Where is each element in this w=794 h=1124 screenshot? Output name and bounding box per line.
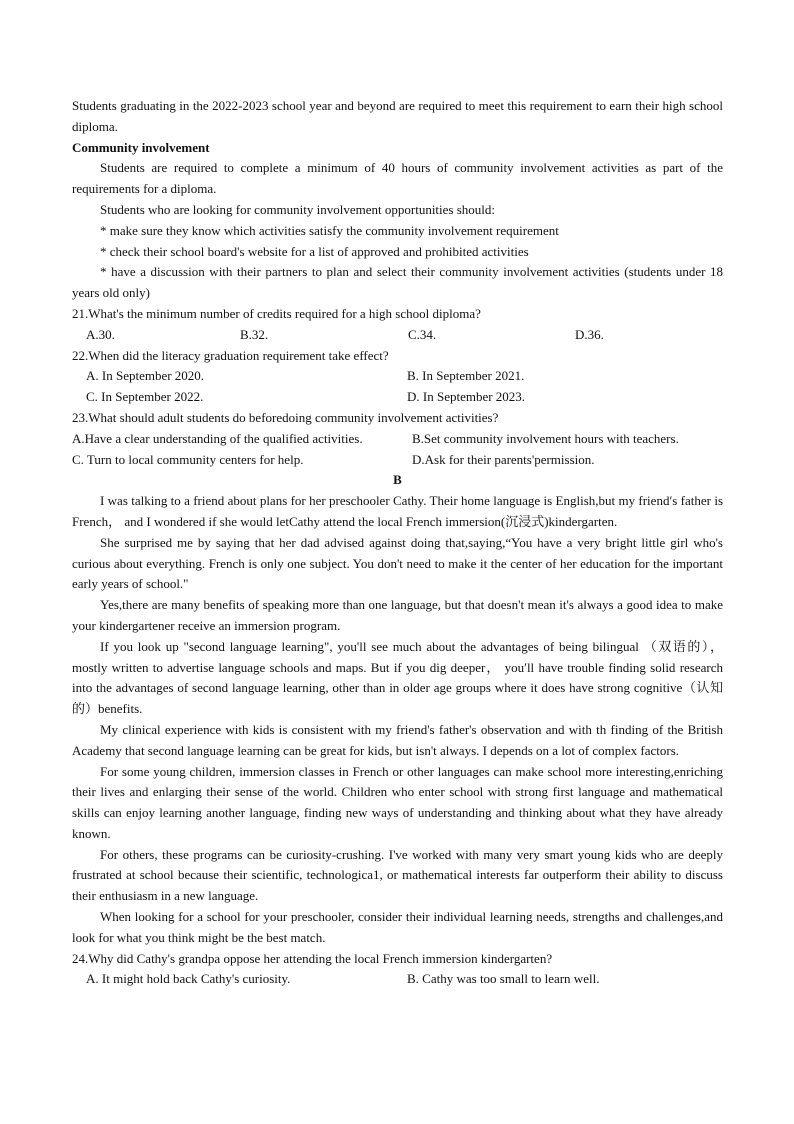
question-23-options-row-1 (72, 429, 723, 450)
question-23-option-c: C. Turn to local community centers for help. (72, 451, 304, 467)
community-bullet-2: * check their school board's website for a list of approved and prohibited activities (100, 243, 529, 259)
section-b-label: B (393, 472, 402, 488)
question-21-option-c: C.34. (408, 326, 437, 342)
question-22-option-b: B. In September 2021. (407, 368, 525, 384)
question-21: 21.What's the minimum number of credits required for a high school diploma? (72, 305, 481, 321)
question-23-option-d: D.Ask for their parents'permission. (412, 451, 595, 467)
question-21-options (72, 325, 723, 346)
question-22-options-row-1 (72, 366, 723, 387)
passage-b-paragraph-4: If you look up "second language learning", you'll see much about the advantages of being bilingual （双语的），mostly written to advertise language schools and maps. But if you dig deeper， you′ll have trouble finding solid research into the advantages of second language learning, other than in older age groups where it does have strong cognitive（认知的）benefits. (72, 638, 723, 717)
question-21-option-a: A.30. (86, 326, 115, 342)
passage-b-paragraph-8: When looking for a school for your preschooler, consider their individual learning needs, strengths and challenges,and look for what you think might be the best match. (72, 909, 723, 945)
question-24-option-b: B. Cathy was too small to learn well. (407, 971, 600, 987)
document-page (72, 96, 723, 990)
question-24-options (72, 969, 723, 990)
question-22-option-c: C. In September 2022. (86, 389, 204, 405)
question-23-options-row-2 (72, 450, 723, 471)
passage-b-paragraph-3: Yes,there are many benefits of speaking more than one language, but that doesn't mean it's always a good idea to make your kindergartener receive an immersion program. (72, 597, 723, 633)
passage-b-paragraph-6: For some young children, immersion classes in French or other languages can make school more interesting,enriching their lives and enlarging their sense of the world. Children who enter school with strong first language and mathematical skills can enjoy learning another language, finding new ways of understanding and thinking about what they have already known. (72, 763, 723, 841)
question-22: 22.When did the literacy graduation requirement take effect? (72, 347, 389, 363)
question-21-option-d: D.36. (575, 326, 604, 342)
question-22-options-row-2 (72, 387, 723, 408)
passage-b-paragraph-1: I was talking to a friend about plans for her preschooler Cathy. Their home language is English,but my friend′s father is French， and I wondered if she would letCathy attend the local French immersion(沉浸式)kindergarten. (72, 493, 723, 529)
community-bullet-1: * make sure they know which activities satisfy the community involvement requirement (100, 222, 559, 238)
community-paragraph-1: Students are required to complete a minimum of 40 hours of community involvement activities as part of the requirements for a diploma. (72, 160, 723, 197)
community-heading: Community involvement (72, 139, 210, 155)
passage-b-paragraph-7: For others, these programs can be curiosity-crushing. I've worked with many very smart young kids who are deeply frustrated at school because their scientific, technologica1, or mathematical interests far outperform their ability to discuss their enthusiasm in a new language. (72, 846, 723, 904)
question-23: 23.What should adult students do beforedoing community involvement activities? (72, 409, 499, 425)
intro-paragraph: Students graduating in the 2022-2023 school year and beyond are required to meet this requirement to earn their high school diploma. (72, 98, 723, 134)
question-23-option-a: A.Have a clear understanding of the qualified activities. (72, 430, 363, 446)
question-21-option-b: B.32. (240, 326, 269, 342)
question-24: 24.Why did Cathy's grandpa oppose her attending the local French immersion kindergarten? (72, 950, 553, 966)
question-22-option-a: A. In September 2020. (86, 368, 205, 384)
passage-b-paragraph-2: She surprised me by saying that her dad advised against doing that,saying,“You have a very bright little girl who's curious about everything. French is only one subject. You don't need to make it the center of her education for the important early years of school." (72, 534, 723, 592)
question-23-option-b: B.Set community involvement hours with teachers. (412, 430, 679, 446)
question-22-option-d: D. In September 2023. (407, 389, 526, 405)
community-bullet-3: * have a discussion with their partners to plan and select their community involvement activities (students under 18 years old only) (72, 264, 723, 301)
question-24-option-a: A. It might hold back Cathy's curiosity. (86, 971, 291, 987)
passage-b-paragraph-5: My clinical experience with kids is consistent with my friend's father's observation and with th finding of the British Academy that second language learning can be great for kids, but isn't always. I depends on a lot of complex factors. (72, 721, 723, 758)
community-paragraph-2: Students who are looking for community involvement opportunities should: (100, 201, 496, 217)
